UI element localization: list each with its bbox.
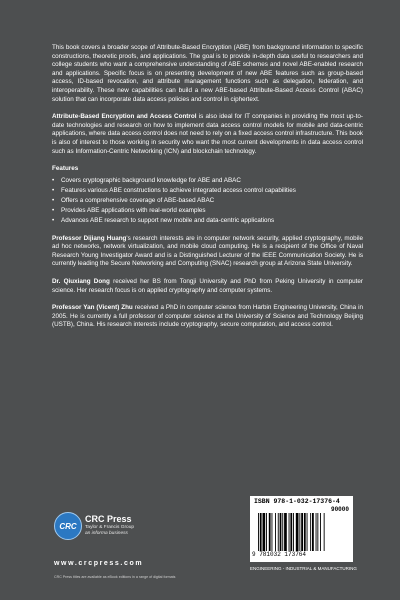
barcode-stripe [280, 513, 282, 551]
feature-item: • Offers a comprehensive coverage of ABE-based ABAC [52, 196, 215, 204]
book-title-inline: Attribute-Based Encryption and Access Control [52, 113, 197, 121]
ebook-fineprint: CRC Press titles are available as eBook editions in a range of digital formats [54, 575, 176, 579]
publisher-name: CRC Press [85, 514, 132, 524]
barcode-stripe [316, 513, 317, 551]
description-paragraph: This book covers a broader scope of Attribute-Based Encryption (ABE) from background information to specific constructions, theoretic proofs, and applications. The goal is to provide in-depth data useful to researchers and college students who want a comprehensive understanding of ABE schemes and novel ABE-enabled research and applications. Specific focus is on presenting development of new ABE features such as group-based access, ID-based revocation, and attribute management functions such as delegation, federation, and interoperability. These new capabilities can build a new ABE-based Attribute-Based Access Control (ABAC) solution that can incorporate data access policies and control in ciphertext. [52, 44, 363, 103]
barcode-stripe [258, 513, 259, 551]
barcode-stripe [272, 513, 273, 551]
audience-paragraph [52, 113, 363, 156]
price-code: 90000 [330, 506, 349, 513]
isbn-label: ISBN 978-1-032-17376-4 [254, 498, 340, 505]
barcode-stripe [275, 513, 276, 551]
barcode-stripe [278, 513, 279, 551]
author-name: Professor Dijiang Huang [52, 234, 127, 242]
barcode-stripe [301, 513, 303, 551]
bullet-icon: • [52, 207, 55, 214]
author-bio [52, 235, 363, 269]
bullet-icon: • [52, 176, 55, 184]
barcode-stripe [289, 513, 290, 551]
barcode-stripe [296, 513, 299, 551]
features-heading: Features [52, 165, 79, 173]
audience-text: is also ideal for IT companies in providing the most up-to-date technologies and research on how to implement data access control models for mobile and data-centric applications, where data access control does not need to rely on a fixed access control infrastructure. This book is also of interest to those working in security who want the most current developments in data access control such as Information-Centric Networking (ICN) and blockchain technology. [52, 113, 363, 155]
barcode-stripe [304, 513, 306, 551]
barcode-stripe [324, 513, 325, 551]
feature-item: • Covers cryptographic background knowledge for ABE and ABAC [52, 176, 241, 184]
barcode-stripe [263, 513, 266, 551]
barcode-stripe [320, 513, 321, 551]
subject-category: ENGINEERING - INDUSTRIAL & MANUFACTURING [250, 566, 357, 571]
barcode-panel [250, 496, 353, 562]
feature-item: • Provides ABE applications with real-world examples [52, 207, 206, 214]
ean-digits: 9 781032 173764 [252, 551, 307, 558]
barcode-stripe [269, 513, 271, 551]
barcode-stripe [307, 513, 308, 551]
barcode-icon [258, 513, 350, 551]
crc-logo-icon: CRC [54, 512, 82, 540]
barcode-stripe [284, 513, 287, 551]
publisher-website: www.crcpress.com [54, 560, 144, 567]
barcode-stripe [317, 513, 318, 551]
feature-item: • Features various ABE constructions to achieve integrated access control capabilities [52, 186, 296, 194]
barcode-stripe [266, 513, 267, 551]
bullet-icon: • [52, 196, 55, 204]
bullet-icon: • [52, 217, 55, 225]
publisher-tagline: an informa business [85, 531, 128, 536]
author-bio-text: received a PhD in computer science from Harbin Engineering University, China in 2005. He is currently a full professor of computer science at the University of Science and Technology Beijing (USTB), China. His research interests include cryptography, secure computation, and access control. [52, 304, 364, 329]
features-list [52, 177, 363, 226]
author-name: Dr. Qiuxiang Dong [52, 278, 110, 286]
barcode-stripe [310, 513, 311, 551]
author-bio-text: received her BS from Tongji University and PhD from Peking University in computer science. Her research focus is on applied cryptography and computer systems. [52, 278, 363, 294]
author-name: Professor Yan (Vicent) Zhu [52, 304, 133, 312]
barcode-stripe [299, 513, 300, 551]
author-bio [52, 278, 363, 295]
author-bio-text: 's research interests are in computer network security, applied cryptography, mobile ad hoc networks, network virtualization, and mobile cloud computing. He is a recipient of the Office of Naval Research Young Investigator Award and is a Distinguished Lecturer of the IEEE Communication Society. He is currently leading the Secure Networking and Computing (SNAC) research group at Arizona State University. [52, 234, 363, 268]
barcode-stripe [293, 513, 294, 551]
author-bio [52, 304, 363, 330]
feature-item: • Advances ABE research to support new mobile and data-centric applications [52, 217, 275, 225]
back-cover-text [52, 44, 363, 339]
publisher-group: Taylor & Francis Group [85, 525, 135, 530]
barcode-stripe [282, 513, 283, 551]
barcode-stripe [260, 513, 262, 551]
publisher-logo [54, 512, 204, 554]
barcode-stripe [290, 513, 292, 551]
bullet-icon: • [52, 186, 55, 194]
barcode-stripe [312, 513, 314, 551]
